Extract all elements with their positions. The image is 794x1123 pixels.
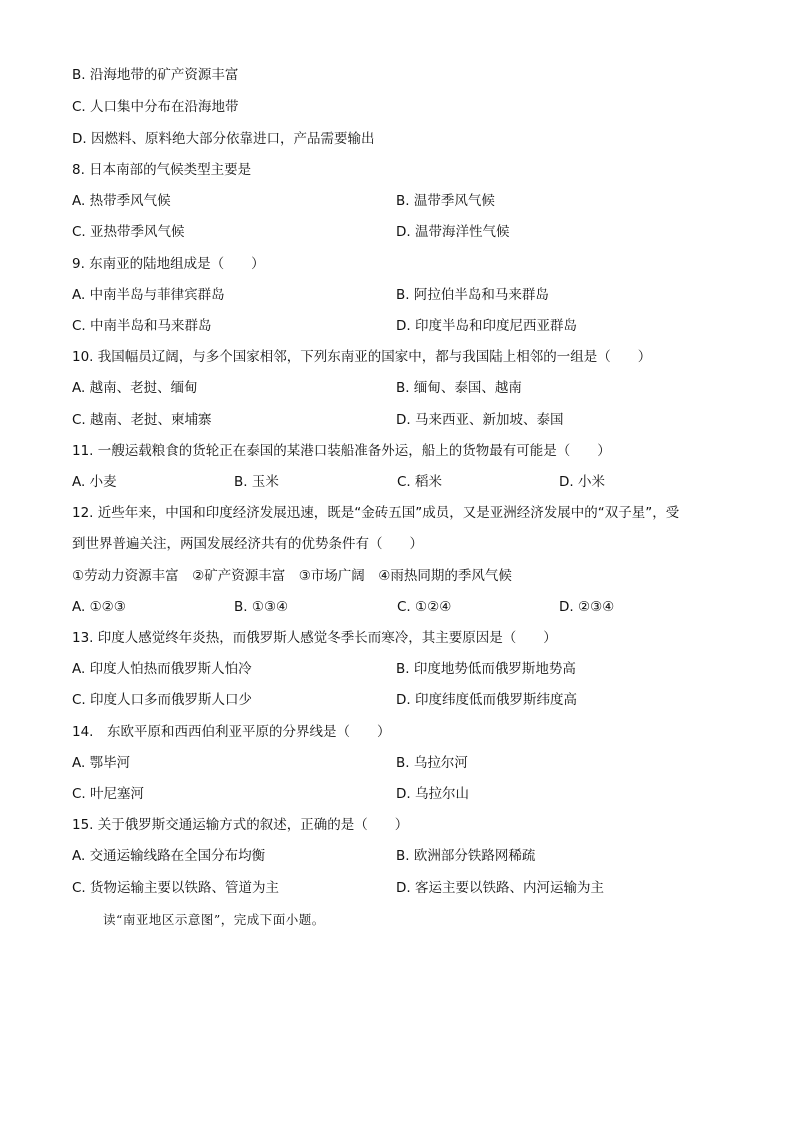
q11-stem: 11. 一艘运载粮食的货轮正在泰国的某港口装船准备外运，船上的货物最有可能是（ ）	[72, 443, 611, 459]
q11-option-d: D. 小米	[559, 474, 605, 490]
q7-option-d: D. 因燃料、原料绝大部分依靠进口，产品需要输出	[72, 131, 375, 147]
q8-option-a: A. 热带季风气候	[72, 193, 171, 209]
q9-option-c: C. 中南半岛和马来群岛	[72, 318, 212, 334]
q8-stem: 8. 日本南部的气候类型主要是	[72, 162, 252, 178]
q11-option-a: A. 小麦	[72, 474, 117, 490]
q9-option-a: A. 中南半岛与菲律宾群岛	[72, 287, 225, 303]
q10-option-a: A. 越南、老挝、缅甸	[72, 380, 198, 396]
q13-stem: 13. 印度人感觉终年炎热，而俄罗斯人感觉冬季长而寒冷，其主要原因是（ ）	[72, 630, 557, 646]
q13-option-c: C. 印度人口多而俄罗斯人口少	[72, 692, 253, 708]
q11-option-c: C. 稻米	[397, 474, 443, 490]
q14-stem: 14. 东欧平原和西西伯利亚平原的分界线是（ ）	[72, 724, 391, 740]
q7-option-c: C. 人口集中分布在沿海地带	[72, 99, 239, 115]
q10-option-c: C. 越南、老挝、柬埔寨	[72, 412, 212, 428]
q14-option-a: A. 鄂毕河	[72, 755, 131, 771]
q9-option-d: D. 印度半岛和印度尼西亚群岛	[396, 318, 577, 334]
q12-stem-line2: 到世界普遍关注，两国发展经济共有的优势条件有（ ）	[72, 536, 423, 552]
q13-option-a: A. 印度人怕热而俄罗斯人怕冷	[72, 661, 252, 677]
q15-option-c: C. 货物运输主要以铁路、管道为主	[72, 880, 280, 896]
q10-option-d: D. 马来西亚、新加坡、泰国	[396, 412, 564, 428]
q12-conditions: ①劳动力资源丰富 ②矿产资源丰富 ③市场广阔 ④雨热同期的季风气候	[72, 568, 512, 584]
q12-option-c: C. ①②④	[397, 599, 452, 615]
q8-option-c: C. 亚热带季风气候	[72, 224, 185, 240]
q15-option-a: A. 交通运输线路在全国分布均衡	[72, 848, 266, 864]
q8-option-d: D. 温带海洋性气候	[396, 224, 510, 240]
q15-stem: 15. 关于俄罗斯交通运输方式的叙述，正确的是（ ）	[72, 817, 409, 833]
q7-option-b: B. 沿海地带的矿产资源丰富	[72, 67, 239, 83]
q14-option-b: B. 乌拉尔河	[396, 755, 468, 771]
q12-stem-line1: 12. 近些年来，中国和印度经济发展迅速，既是“金砖五国”成员，又是亚洲经济发展中的“双子星”，受	[72, 505, 680, 521]
q8-option-b: B. 温带季风气候	[396, 193, 495, 209]
q12-option-b: B. ①③④	[234, 599, 289, 615]
q11-option-b: B. 玉米	[234, 474, 279, 490]
q12-option-a: A. ①②③	[72, 599, 126, 615]
q12-option-d: D. ②③④	[559, 599, 615, 615]
q14-option-d: D. 乌拉尔山	[396, 786, 469, 802]
q14-option-c: C. 叶尼塞河	[72, 786, 145, 802]
q13-option-b: B. 印度地势低而俄罗斯地势高	[396, 661, 576, 677]
q15-option-d: D. 客运主要以铁路、内河运输为主	[396, 880, 604, 896]
q13-option-d: D. 印度纬度低而俄罗斯纬度高	[396, 692, 577, 708]
map-reading-instruction: 读“南亚地区示意图”，完成下面小题。	[103, 912, 325, 927]
q9-stem: 9. 东南亚的陆地组成是（ ）	[72, 256, 265, 272]
q9-option-b: B. 阿拉伯半岛和马来群岛	[396, 287, 549, 303]
q15-option-b: B. 欧洲部分铁路网稀疏	[396, 848, 536, 864]
q10-stem: 10. 我国幅员辽阔，与多个国家相邻，下列东南亚的国家中，都与我国陆上相邻的一组是（ ）	[72, 349, 652, 365]
q10-option-b: B. 缅甸、泰国、越南	[396, 380, 522, 396]
